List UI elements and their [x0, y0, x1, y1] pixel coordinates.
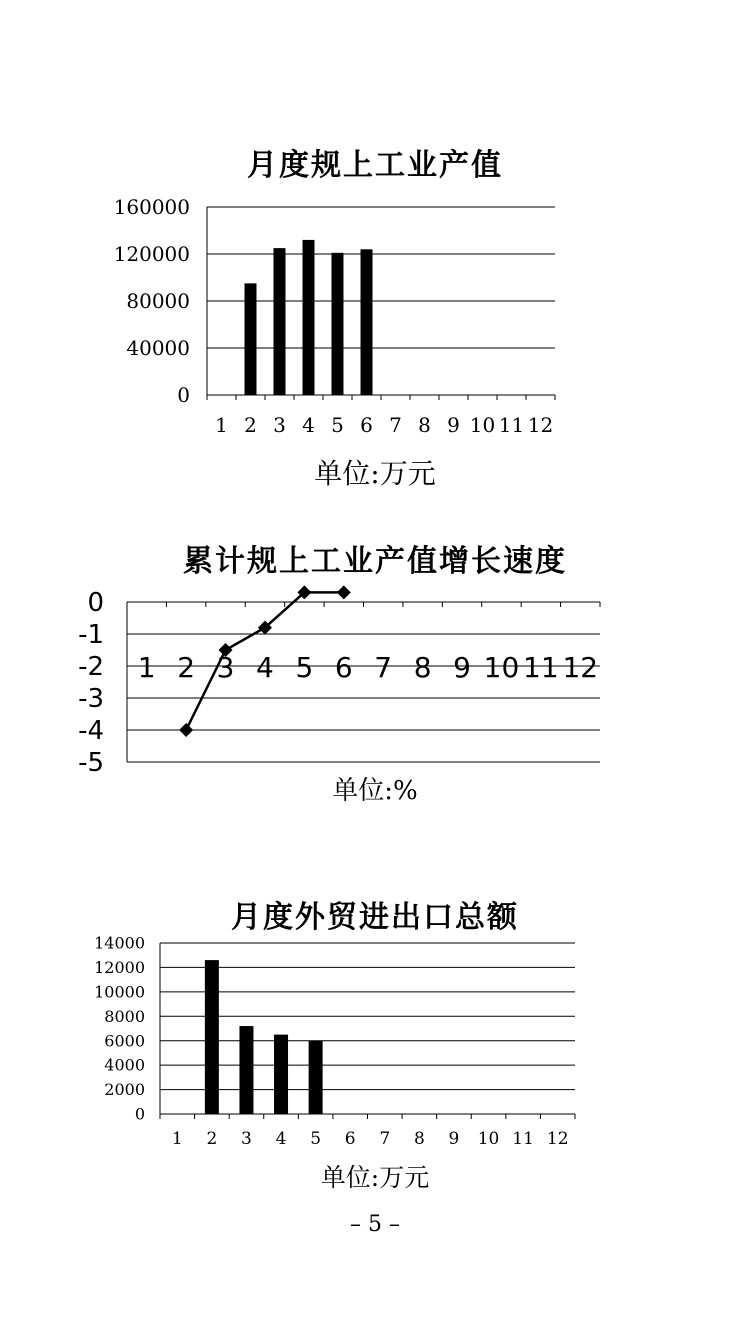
y-tick-label: 2000 [104, 1080, 145, 1100]
x-tick-label: 5 [295, 651, 314, 684]
y-tick-label: 12000 [94, 958, 145, 978]
y-tick-label: 0 [87, 588, 104, 619]
y-tick-label: 0 [134, 1104, 145, 1124]
x-tick-label: 1 [171, 1129, 183, 1149]
x-tick-label: 3 [241, 1129, 252, 1149]
x-tick-label: 6 [344, 1129, 356, 1149]
x-tick-label: 7 [389, 413, 402, 437]
x-tick-label: 9 [453, 651, 471, 684]
chart3-title: 月度外贸进出口总额 [231, 900, 519, 935]
x-tick-label: 7 [379, 1129, 391, 1149]
x-tick-label: 6 [360, 413, 373, 437]
x-tick-label: 8 [418, 413, 431, 437]
x-tick-label: 3 [216, 651, 235, 684]
x-tick-label: 2 [206, 1129, 218, 1149]
y-tick-label: 14000 [94, 933, 145, 953]
x-tick-label: 12 [527, 413, 554, 437]
y-tick-label: 6000 [104, 1031, 145, 1051]
x-tick-label: 4 [256, 651, 274, 684]
y-tick-label: -4 [78, 716, 104, 747]
x-tick-label: 10 [477, 1129, 500, 1149]
y-tick-label: 120000 [113, 242, 190, 266]
x-tick-label: 4 [302, 413, 315, 437]
y-tick-label: 40000 [126, 336, 190, 360]
x-tick-label: 5 [310, 1129, 322, 1149]
y-tick-label: 160000 [113, 195, 190, 219]
x-tick-label: 6 [334, 651, 353, 684]
x-tick-label: 12 [562, 651, 599, 684]
x-tick-label: 12 [546, 1129, 569, 1149]
x-tick-label: 4 [275, 1129, 287, 1149]
y-tick-label: 0 [177, 383, 190, 407]
y-tick-label: -2 [78, 652, 104, 683]
x-tick-label: 10 [469, 413, 496, 437]
x-tick-label: 10 [483, 651, 520, 684]
x-tick-label: 5 [331, 413, 344, 437]
x-tick-label: 1 [215, 413, 228, 437]
y-tick-label: -1 [78, 620, 104, 651]
bar [274, 1035, 288, 1114]
y-tick-label: 8000 [104, 1006, 145, 1026]
chart1-title: 月度规上工业产值 [247, 148, 503, 183]
x-tick-label: 11 [512, 1129, 534, 1149]
x-tick-label: 11 [523, 651, 559, 684]
y-tick-label: 4000 [104, 1055, 145, 1075]
chart3-unit-label: 单位:万元 [320, 1163, 430, 1192]
chart1-unit-label: 单位:万元 [314, 457, 436, 490]
x-tick-label: 11 [498, 413, 525, 437]
x-tick-label: 8 [413, 651, 432, 684]
x-tick-label: 9 [447, 413, 460, 437]
chart2-unit-label: 单位:% [332, 776, 418, 806]
y-tick-label: 10000 [94, 982, 145, 1002]
bar [309, 1041, 323, 1114]
x-tick-label: 7 [374, 651, 393, 684]
y-tick-label: -5 [78, 748, 104, 779]
x-tick-label: 8 [413, 1129, 425, 1149]
x-tick-label: 1 [137, 651, 156, 684]
x-tick-label: 2 [244, 413, 257, 437]
bar [239, 1026, 253, 1114]
x-tick-label: 9 [448, 1129, 460, 1149]
y-tick-label: -3 [78, 684, 104, 715]
x-tick-label: 3 [273, 413, 286, 437]
chart2-title: 累计规上工业产值增长速度 [183, 544, 567, 579]
x-tick-label: 2 [177, 651, 196, 684]
y-tick-label: 80000 [126, 289, 190, 313]
bar [205, 960, 219, 1114]
page-number: – 5 – [350, 1212, 400, 1237]
